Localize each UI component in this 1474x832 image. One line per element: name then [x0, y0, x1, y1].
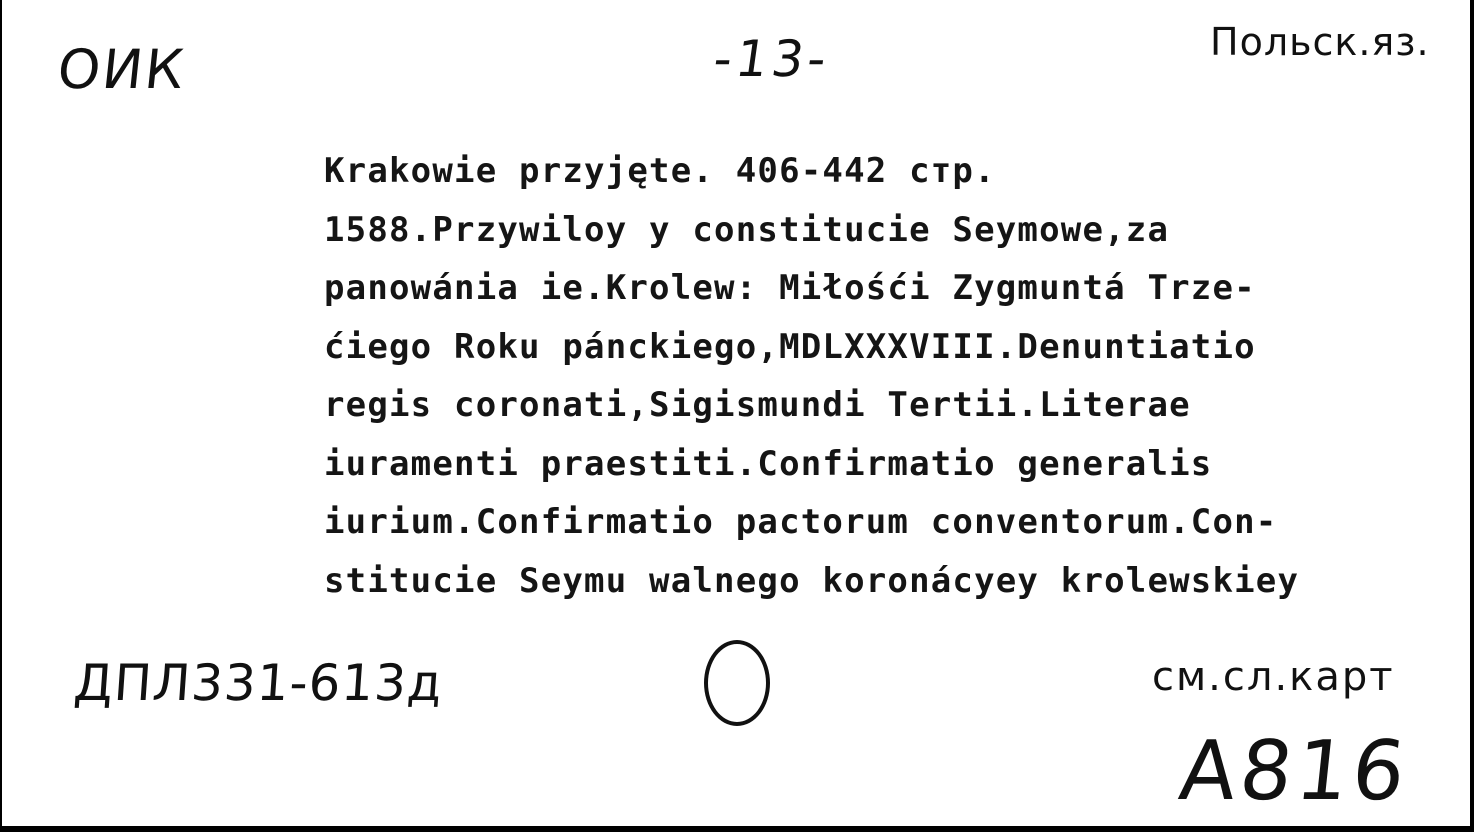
text-line: regis coronati,Sigismundi Tertii.Literae — [324, 385, 1191, 425]
page-number: -13- — [709, 30, 834, 88]
shelfmark: ДПЛ331-613д — [71, 654, 445, 712]
text-line: ćiego Roku pánckiego,MDLXXXVIII.Denuntiatio — [324, 326, 1256, 367]
text-line: iuramenti praestiti.Confirmatio generalis — [324, 443, 1213, 484]
text-line: panowánia ie.Krolew: Miłośći Zygmuntá Trze- — [324, 268, 1256, 308]
see-next-card-note: см.сл.карт — [1152, 654, 1395, 700]
typed-description — [324, 142, 1444, 610]
inventory-number: А816 — [1175, 724, 1414, 819]
language-mark: Польск.яз. — [1210, 20, 1430, 64]
text-line: iurium.Confirmatio pactorum conventorum.Con- — [324, 502, 1278, 542]
punch-hole — [704, 640, 770, 726]
text-line: 1588.Przywiloy y constitucie Seymowe,za — [324, 209, 1170, 250]
collection-mark: ОИК — [54, 38, 189, 101]
text-line: stitucie Seymu walnego koronácyey krolewskiey — [324, 560, 1300, 601]
text-line: Krakowie przyjęte. 406-442 стр. — [324, 151, 996, 191]
